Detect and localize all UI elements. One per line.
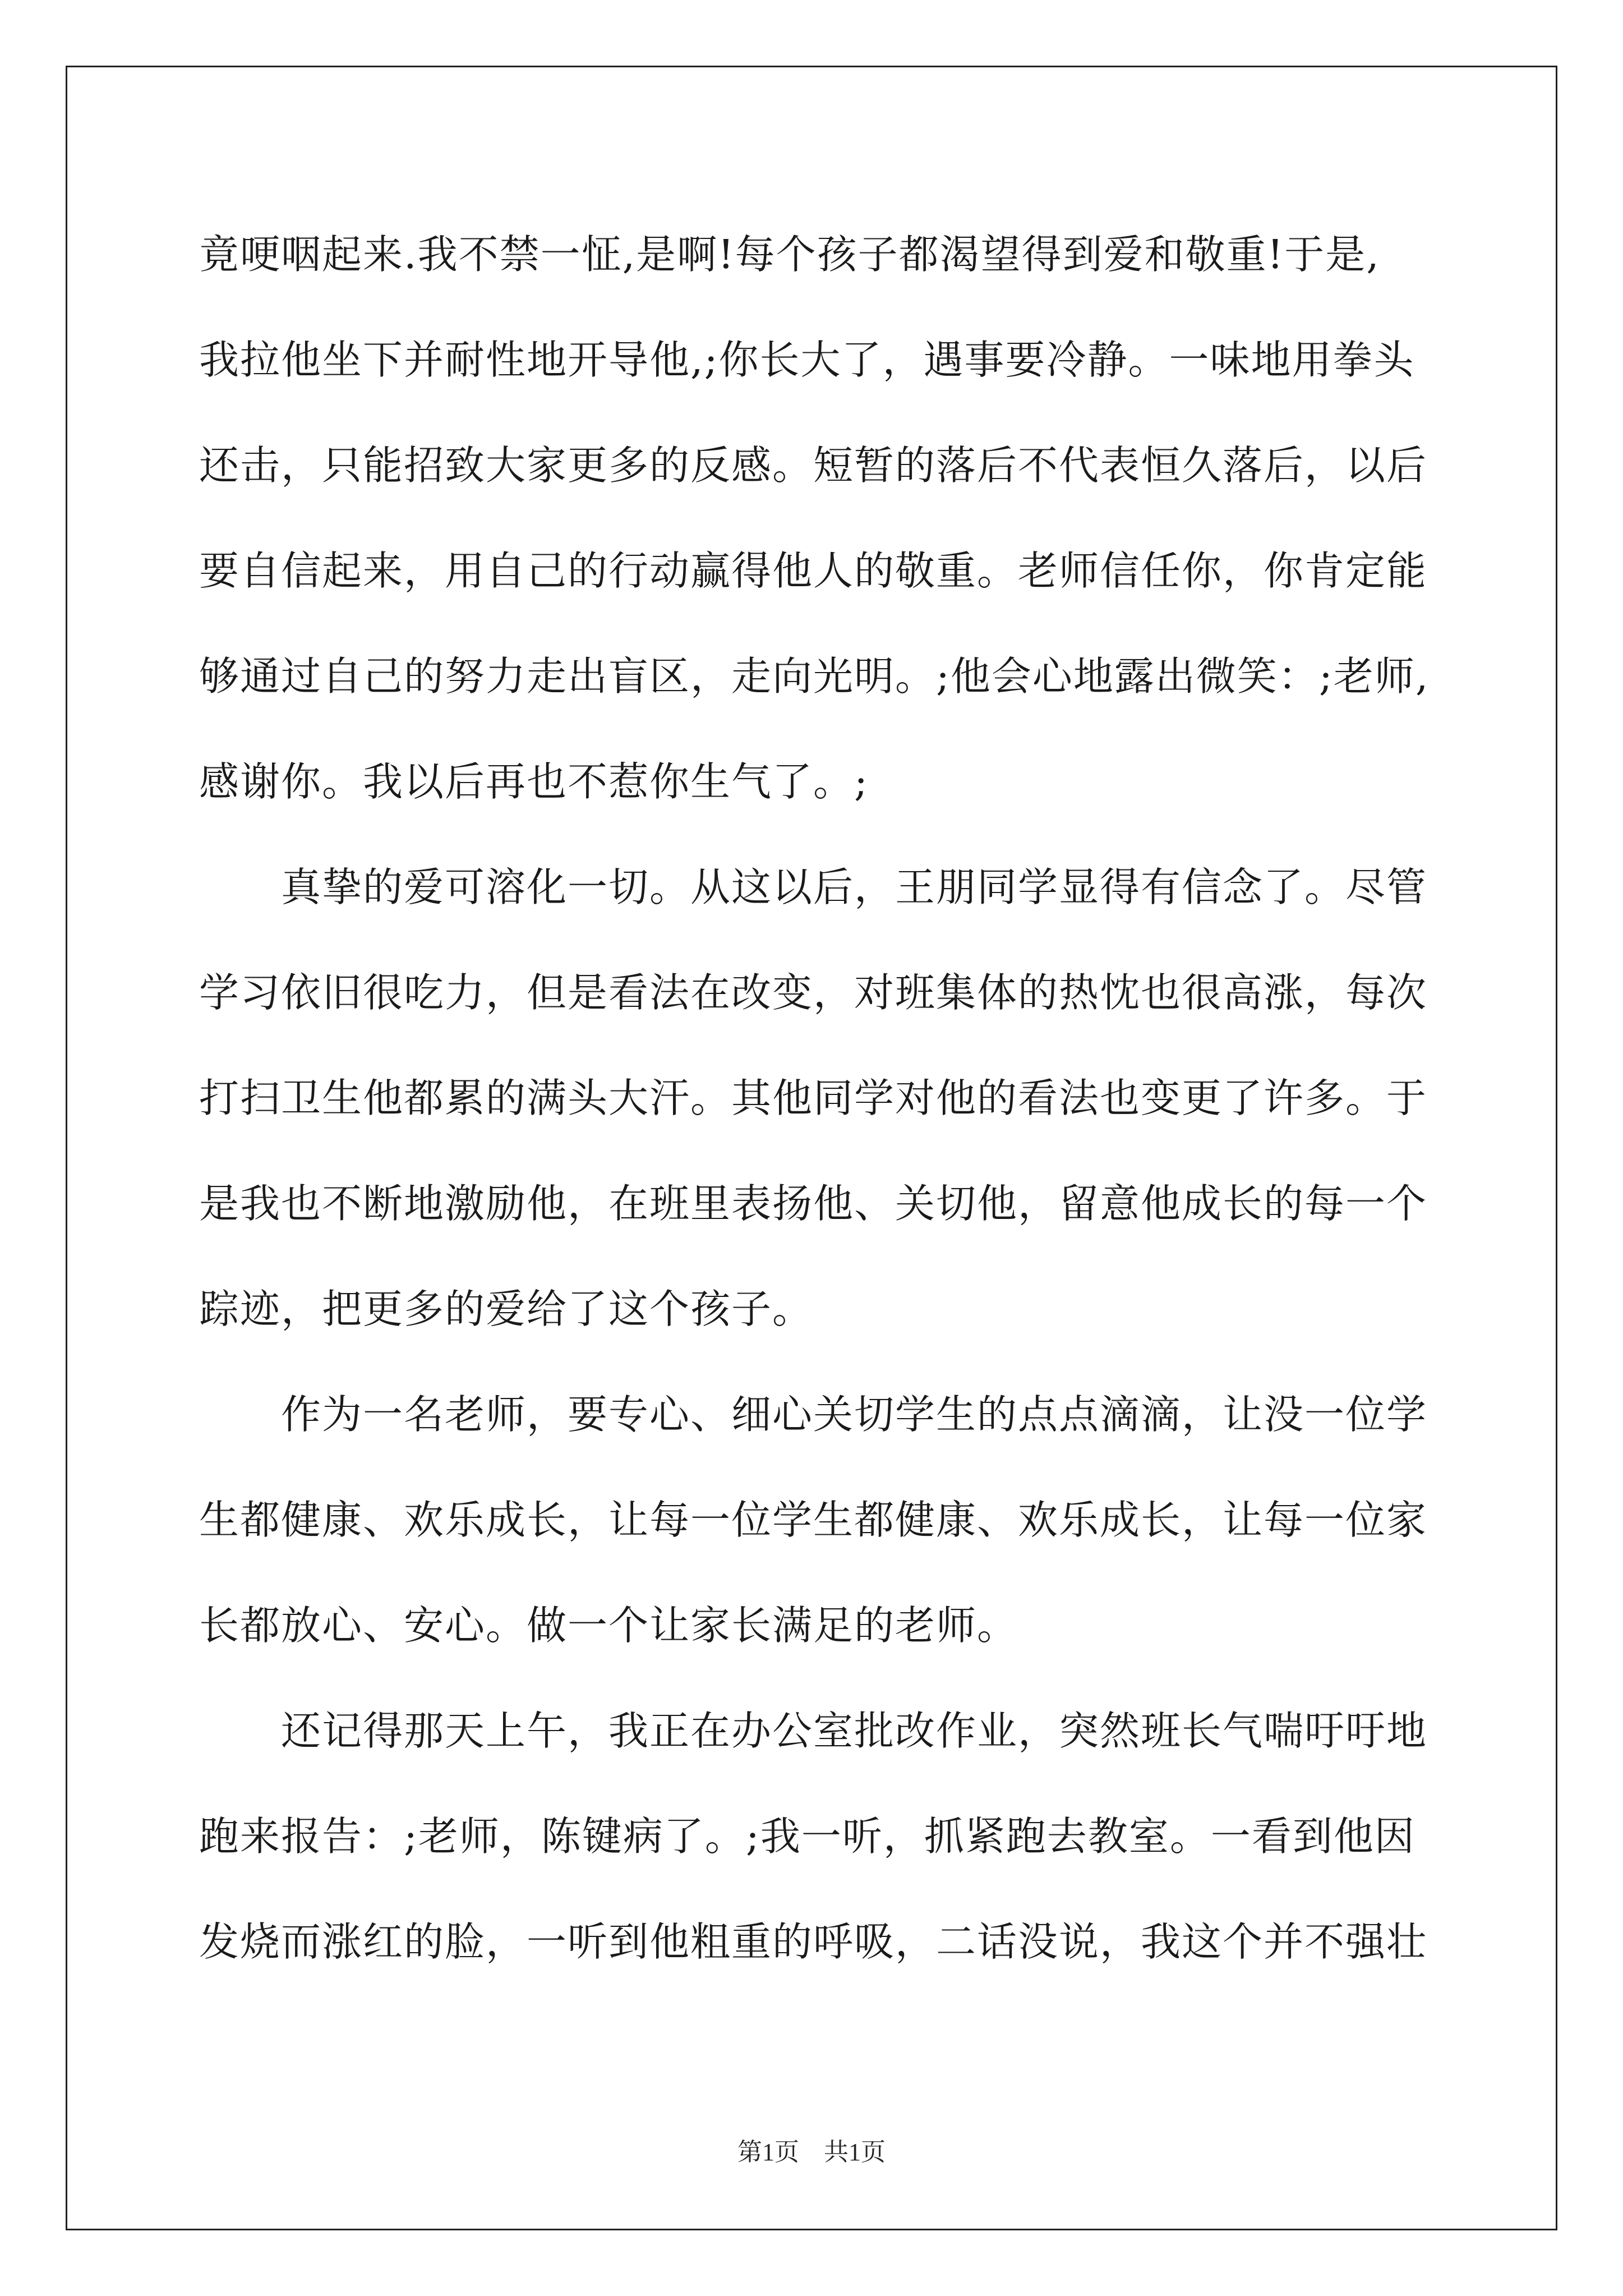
text-line: 够通过自己的努力走出盲区，走向光明。;他会心地露出微笑：;老师,	[199, 653, 1430, 700]
text-line: 要自信起来，用自己的行动赢得他人的敬重。老师信任你，你肯定能	[199, 547, 1428, 594]
text-line: 学习依旧很吃力，但是看法在改变，对班集体的热忱也很高涨，每次	[199, 969, 1428, 1016]
text-line: 跑来报告：;老师，陈键病了。;我一听，抓紧跑去教室。一看到他因	[199, 1813, 1415, 1860]
text-line: 长都放心、安心。做一个让家长满足的老师。	[199, 1602, 1018, 1649]
text-line: 是我也不断地激励他，在班里表扬他、关切他，留意他成长的每一个	[199, 1180, 1428, 1227]
text-line: 发烧而涨红的脸，一听到他粗重的呼吸，二话没说，我这个并不强壮	[199, 1918, 1428, 1965]
text-line: 生都健康、欢乐成长，让每一位学生都健康、欢乐成长，让每一位家	[199, 1497, 1428, 1543]
text-line: 作为一名老师，要专心、细心关切学生的点点滴滴，让没一位学	[199, 1391, 1428, 1438]
text-line: 踪迹，把更多的爱给了这个孩子。	[199, 1286, 814, 1332]
text-line: 还记得那天上午，我正在办公室批改作业，突然班长气喘吁吁地	[199, 1708, 1428, 1754]
text-line: 打扫卫生他都累的满头大汗。其他同学对他的看法也变更了许多。于	[199, 1075, 1428, 1121]
text-line: 我拉他坐下并耐性地开导他,;你长大了，遇事要冷静。一味地用拳头	[199, 337, 1415, 383]
page-footer: 第1页 共1页	[737, 2138, 886, 2166]
text-line: 竟哽咽起来.我不禁一怔,是啊!每个孩子都渴望得到爱和敬重!于是,	[199, 231, 1380, 278]
text-line: 还击，只能招致大家更多的反感。短暂的落后不代表恒久落后，以后	[199, 442, 1428, 489]
document-body	[199, 202, 1461, 1995]
text-line: 感谢你。我以后再也不惹你生气了。;	[199, 758, 869, 805]
text-line: 真挚的爱可溶化一切。从这以后，王朋同学显得有信念了。尽管	[199, 864, 1428, 910]
